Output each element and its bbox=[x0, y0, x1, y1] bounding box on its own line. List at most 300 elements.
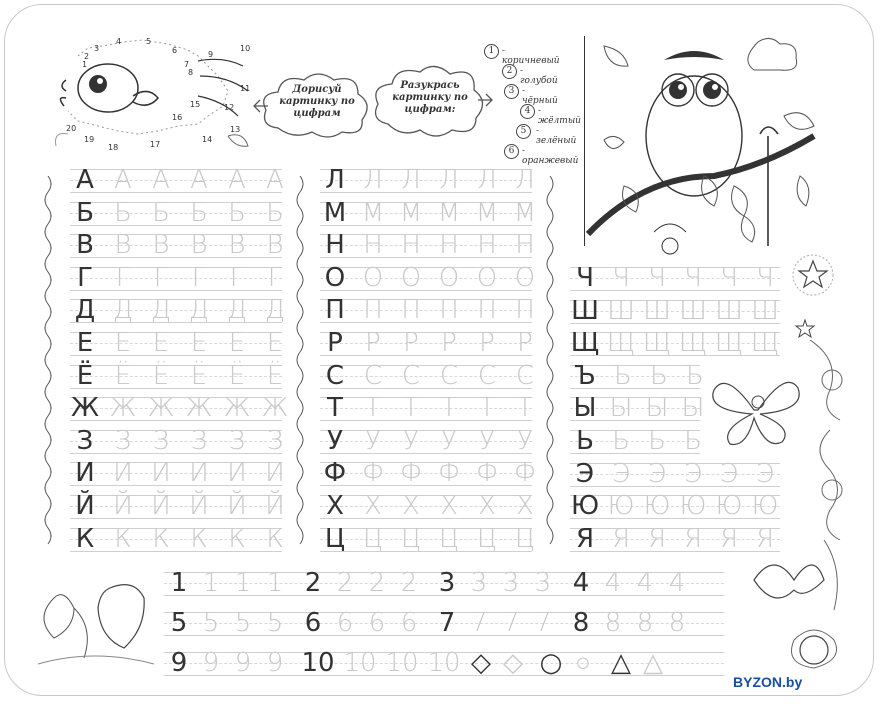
trace-glyph: В bbox=[228, 230, 246, 261]
trace-glyph: Б bbox=[152, 197, 170, 228]
trace-glyph: И bbox=[113, 458, 133, 489]
practice-row bbox=[570, 263, 780, 293]
trace-glyph: △ bbox=[643, 648, 663, 678]
trace-glyph: Э bbox=[755, 458, 775, 489]
trace-glyph: Щ bbox=[714, 328, 744, 359]
trace-glyph: Б bbox=[114, 197, 132, 228]
dot-number: 10 bbox=[240, 44, 251, 53]
trace-glyph: Щ bbox=[642, 328, 672, 359]
trace-glyph: Н bbox=[439, 230, 459, 261]
trace-glyph: Э bbox=[611, 458, 631, 489]
trace-glyph: Н bbox=[515, 230, 535, 261]
dot-number: 20 bbox=[66, 124, 77, 133]
practice-row bbox=[70, 524, 282, 554]
brand-watermark: BYZON.by bbox=[733, 674, 803, 690]
trace-glyph: П bbox=[477, 295, 497, 326]
example-glyph: ◇ bbox=[471, 648, 491, 678]
practice-row bbox=[320, 393, 532, 423]
trace-glyph: Ю bbox=[643, 491, 671, 522]
dot-number: 2 bbox=[84, 52, 90, 61]
trace-glyph: Х bbox=[478, 491, 496, 521]
practice-row bbox=[164, 608, 724, 638]
wavy-divider bbox=[294, 176, 306, 552]
trace-glyph: Ф bbox=[399, 458, 423, 489]
example-glyph: 6 bbox=[304, 608, 322, 638]
legend-number: 1 bbox=[484, 44, 499, 59]
trace-glyph: Д bbox=[226, 295, 248, 326]
example-glyph: Э bbox=[575, 458, 595, 489]
dot-number: 11 bbox=[240, 84, 251, 93]
dot-number: 9 bbox=[208, 50, 214, 59]
trace-glyph: Г bbox=[153, 262, 169, 293]
trace-glyph: Я bbox=[611, 523, 631, 554]
example-glyph: Ц bbox=[324, 523, 346, 554]
trace-glyph: Ш bbox=[679, 295, 707, 326]
trace-glyph: 8 bbox=[668, 608, 686, 638]
owl-coloring-picture bbox=[584, 36, 844, 280]
trace-glyph: ○ bbox=[575, 648, 591, 678]
trace-glyph: М bbox=[437, 197, 461, 228]
trace-glyph: Ц bbox=[476, 523, 498, 554]
trace-glyph: А bbox=[190, 165, 208, 195]
trace-glyph: Ш bbox=[751, 295, 779, 326]
practice-row bbox=[320, 197, 537, 228]
trace-glyph: 9 bbox=[202, 648, 220, 678]
trace-glyph: И bbox=[189, 458, 209, 489]
trace-glyph: Я bbox=[719, 523, 739, 554]
trace-glyph: Ц bbox=[362, 523, 384, 554]
example-glyph: △ bbox=[611, 648, 631, 678]
practice-row bbox=[70, 328, 282, 358]
trace-glyph: Е bbox=[190, 328, 208, 358]
trace-glyph: 7 bbox=[534, 608, 552, 638]
trace-glyph: С bbox=[477, 360, 497, 391]
trace-glyph: 6 bbox=[336, 608, 354, 638]
trace-glyph: В bbox=[266, 230, 284, 261]
trace-glyph: И bbox=[265, 458, 285, 489]
trace-glyph: В bbox=[190, 230, 208, 261]
legend-label: - жёлтый bbox=[538, 106, 581, 126]
trace-glyph: Ю bbox=[751, 491, 779, 522]
trace-glyph: А bbox=[152, 165, 170, 195]
trace-glyph: К bbox=[266, 523, 284, 554]
trace-glyph: Ж bbox=[185, 393, 213, 424]
trace-glyph: А bbox=[114, 165, 132, 195]
example-glyph: ○ bbox=[539, 648, 563, 678]
trace-glyph: О bbox=[476, 262, 498, 293]
trace-glyph: У bbox=[403, 425, 419, 456]
trace-glyph: Ю bbox=[679, 491, 707, 522]
caption-left: Дорисуй картинку по цифрам bbox=[279, 84, 355, 119]
trace-glyph: Г bbox=[267, 262, 283, 293]
trace-glyph: Ж bbox=[109, 393, 137, 424]
practice-row bbox=[70, 295, 286, 326]
trace-glyph: Ц bbox=[514, 523, 536, 554]
dot-number: 13 bbox=[230, 125, 241, 134]
practice-row bbox=[70, 458, 285, 489]
example-glyph: С bbox=[325, 360, 345, 391]
trace-glyph: 4 bbox=[636, 568, 654, 598]
trace-glyph: Ю bbox=[715, 491, 743, 522]
trace-glyph: Л bbox=[363, 165, 383, 195]
trace-glyph: 5 bbox=[266, 608, 284, 638]
trace-glyph: 3 bbox=[534, 568, 552, 598]
trace-glyph: Ж bbox=[147, 393, 175, 424]
example-glyph: А bbox=[76, 165, 94, 195]
trace-glyph: Б bbox=[190, 197, 208, 228]
trace-glyph: Ц bbox=[438, 523, 460, 554]
trace-glyph: Т bbox=[403, 393, 419, 424]
practice-row bbox=[70, 263, 282, 293]
dot-to-dot-fish bbox=[48, 36, 263, 156]
trace-glyph: 5 bbox=[234, 608, 252, 638]
practice-row bbox=[320, 295, 535, 326]
example-glyph: Ю bbox=[570, 491, 600, 522]
example-glyph: Е bbox=[76, 328, 94, 358]
trace-glyph: 4 bbox=[668, 568, 686, 598]
practice-row bbox=[320, 230, 535, 261]
legend-label: - голубой bbox=[520, 66, 558, 86]
trace-glyph: Р bbox=[365, 328, 381, 358]
example-glyph: Х bbox=[326, 491, 344, 521]
trace-glyph: О bbox=[400, 262, 422, 293]
dot-number: 8 bbox=[188, 68, 194, 77]
practice-row bbox=[570, 459, 780, 489]
trace-glyph: С bbox=[515, 360, 535, 391]
trace-glyph: Ъ bbox=[610, 360, 632, 391]
practice-row bbox=[320, 165, 535, 195]
example-glyph: Б bbox=[76, 197, 94, 228]
trace-glyph: Ы bbox=[681, 393, 705, 424]
trace-glyph: Е bbox=[152, 328, 170, 358]
trace-glyph: Б bbox=[266, 197, 284, 228]
example-glyph: 5 bbox=[170, 608, 188, 638]
trace-glyph: 4 bbox=[604, 568, 622, 598]
caption-right: Разукрась картинку по цифрам: bbox=[392, 80, 468, 115]
legend-label: - зелёный bbox=[536, 126, 577, 146]
trace-glyph: З bbox=[114, 425, 132, 456]
trace-glyph: Г bbox=[115, 262, 131, 293]
trace-glyph: 3 bbox=[502, 568, 520, 598]
trace-glyph: 10 bbox=[343, 648, 377, 678]
dot-number: 7 bbox=[184, 60, 190, 69]
trace-glyph: Ш bbox=[715, 295, 743, 326]
trace-glyph: У bbox=[479, 425, 495, 456]
dot-number: 5 bbox=[146, 37, 152, 46]
trace-glyph: 1 bbox=[202, 568, 220, 598]
trace-glyph: 7 bbox=[470, 608, 488, 638]
example-glyph: 1 bbox=[170, 568, 188, 598]
trace-glyph: Ы bbox=[609, 393, 633, 424]
example-glyph: П bbox=[325, 295, 345, 326]
dot-number: 16 bbox=[172, 113, 183, 122]
legend-number: 5 bbox=[516, 124, 531, 139]
example-glyph: 4 bbox=[572, 568, 590, 598]
trace-glyph: 1 bbox=[234, 568, 252, 598]
example-glyph: 3 bbox=[438, 568, 456, 598]
trace-glyph: Н bbox=[363, 230, 383, 261]
practice-row bbox=[320, 458, 537, 489]
trace-glyph: О bbox=[438, 262, 460, 293]
trace-glyph: А bbox=[228, 165, 246, 195]
trace-glyph: Х bbox=[364, 491, 382, 521]
trace-glyph: В bbox=[152, 230, 170, 261]
trace-glyph: Ь bbox=[612, 426, 630, 456]
trace-glyph: Т bbox=[479, 393, 495, 424]
trace-glyph: Ф bbox=[475, 458, 499, 489]
trace-glyph: Х bbox=[516, 491, 534, 521]
trace-glyph: К bbox=[114, 523, 132, 554]
trace-glyph: Н bbox=[401, 230, 421, 261]
wavy-divider bbox=[42, 176, 54, 552]
trace-glyph: 10 bbox=[427, 648, 461, 678]
trace-glyph: П bbox=[401, 295, 421, 326]
practice-row bbox=[570, 328, 780, 358]
trace-glyph: Ч bbox=[756, 263, 774, 293]
trace-glyph: К bbox=[190, 523, 208, 554]
example-glyph: К bbox=[75, 523, 95, 554]
trace-glyph: Г bbox=[229, 262, 245, 293]
example-glyph: И bbox=[75, 458, 95, 489]
trace-glyph: Д bbox=[112, 295, 134, 326]
trace-glyph: Ф bbox=[361, 458, 385, 489]
legend-number: 3 bbox=[504, 84, 519, 99]
trace-glyph: К bbox=[152, 523, 170, 554]
trace-glyph: 10 bbox=[385, 648, 419, 678]
example-glyph: О bbox=[324, 262, 346, 293]
practice-row bbox=[320, 360, 535, 391]
trace-glyph: А bbox=[266, 165, 284, 195]
trace-glyph: Ч bbox=[648, 263, 666, 293]
trace-glyph: Н bbox=[477, 230, 497, 261]
trace-glyph: Ё bbox=[266, 360, 284, 391]
example-glyph: Я bbox=[575, 523, 595, 554]
dot-number: 6 bbox=[172, 46, 178, 55]
trace-glyph: И bbox=[151, 458, 171, 489]
trace-glyph: Б bbox=[228, 197, 246, 228]
legend-number: 2 bbox=[502, 64, 517, 79]
trace-glyph: Е bbox=[114, 328, 132, 358]
trace-glyph: 9 bbox=[234, 648, 252, 678]
trace-glyph: Р bbox=[403, 328, 419, 358]
star-icon bbox=[794, 318, 816, 340]
star-icon bbox=[790, 252, 836, 298]
wavy-divider bbox=[544, 176, 556, 552]
trace-glyph: М bbox=[361, 197, 385, 228]
trace-glyph: Д bbox=[150, 295, 172, 326]
trace-glyph: Р bbox=[441, 328, 457, 358]
example-glyph: Т bbox=[327, 393, 343, 424]
dot-number: 14 bbox=[202, 135, 213, 144]
trace-glyph: З bbox=[152, 425, 170, 456]
trace-glyph: О bbox=[514, 262, 536, 293]
trace-glyph: Р bbox=[517, 328, 533, 358]
example-glyph: 8 bbox=[572, 608, 590, 638]
example-glyph: 10 bbox=[301, 648, 335, 678]
trace-glyph: И bbox=[227, 458, 247, 489]
trace-glyph: У bbox=[517, 425, 533, 456]
practice-row bbox=[320, 491, 532, 521]
trace-glyph: М bbox=[513, 197, 537, 228]
trace-glyph: Т bbox=[441, 393, 457, 424]
trace-glyph: 6 bbox=[368, 608, 386, 638]
practice-row bbox=[164, 568, 724, 598]
trace-glyph: У bbox=[441, 425, 457, 456]
dot-number: 12 bbox=[224, 103, 235, 112]
trace-glyph: Ъ bbox=[682, 360, 704, 391]
example-glyph: В bbox=[76, 230, 94, 261]
trace-glyph: З bbox=[228, 425, 246, 456]
example-glyph: Й bbox=[75, 491, 95, 521]
trace-glyph: Ь bbox=[648, 426, 666, 456]
practice-row bbox=[320, 426, 532, 456]
example-glyph: Щ bbox=[570, 328, 600, 359]
trace-glyph: Щ bbox=[750, 328, 780, 359]
trace-glyph: З bbox=[190, 425, 208, 456]
example-glyph: Д bbox=[74, 295, 96, 326]
practice-row bbox=[70, 361, 282, 391]
trace-glyph: Ъ bbox=[646, 360, 668, 391]
trace-glyph: В bbox=[114, 230, 132, 261]
trace-glyph: П bbox=[515, 295, 535, 326]
trace-glyph: Ж bbox=[223, 393, 251, 424]
trace-glyph: 2 bbox=[368, 568, 386, 598]
trace-glyph: Х bbox=[440, 491, 458, 521]
practice-row bbox=[570, 426, 700, 456]
example-glyph: Л bbox=[325, 165, 345, 195]
dot-number: 18 bbox=[108, 143, 119, 152]
dot-number: 3 bbox=[94, 44, 100, 53]
legend-label: - оранжевый bbox=[522, 146, 579, 166]
trace-glyph: Л bbox=[439, 165, 459, 195]
example-glyph: Ъ bbox=[574, 360, 596, 391]
trace-glyph: М bbox=[475, 197, 499, 228]
dot-number: 1 bbox=[82, 60, 88, 69]
practice-row bbox=[70, 426, 282, 456]
trace-glyph: С bbox=[401, 360, 421, 391]
trace-glyph: Ю bbox=[607, 491, 635, 522]
practice-row bbox=[570, 393, 705, 424]
example-glyph: 2 bbox=[304, 568, 322, 598]
trace-glyph: Й bbox=[227, 491, 247, 521]
example-glyph: Ч bbox=[576, 263, 594, 293]
trace-glyph: Ч bbox=[684, 263, 702, 293]
trace-glyph: С bbox=[363, 360, 383, 391]
trace-glyph: П bbox=[363, 295, 383, 326]
trace-glyph: Ц bbox=[400, 523, 422, 554]
trace-glyph: Я bbox=[647, 523, 667, 554]
example-glyph: Ы bbox=[573, 393, 597, 424]
legend-label: - коричневый bbox=[502, 46, 560, 66]
trace-glyph: Ы bbox=[645, 393, 669, 424]
practice-row bbox=[164, 648, 724, 678]
example-glyph: З bbox=[76, 425, 94, 456]
trace-glyph: Щ bbox=[606, 328, 636, 359]
trace-glyph: Ш bbox=[607, 295, 635, 326]
legend-label: - чёрный bbox=[522, 86, 558, 106]
trace-glyph: 2 bbox=[336, 568, 354, 598]
trace-glyph: Л bbox=[515, 165, 535, 195]
example-glyph: М bbox=[323, 197, 347, 228]
trace-glyph: 7 bbox=[502, 608, 520, 638]
trace-glyph: Ш bbox=[643, 295, 671, 326]
trace-glyph: Ё bbox=[228, 360, 246, 391]
practice-row bbox=[570, 360, 704, 391]
trace-glyph: 3 bbox=[470, 568, 488, 598]
trace-glyph: 5 bbox=[202, 608, 220, 638]
arrow-right-icon bbox=[476, 90, 496, 110]
practice-row bbox=[70, 491, 285, 521]
swirl-ornament bbox=[800, 340, 850, 540]
trace-glyph: Ф bbox=[437, 458, 461, 489]
trace-glyph: 2 bbox=[400, 568, 418, 598]
practice-row bbox=[70, 165, 282, 195]
trace-glyph: Е bbox=[266, 328, 284, 358]
trace-glyph: Т bbox=[365, 393, 381, 424]
trace-glyph: Т bbox=[517, 393, 533, 424]
dot-number: 4 bbox=[116, 37, 122, 46]
trace-glyph: Ё bbox=[152, 360, 170, 391]
trace-glyph: Э bbox=[647, 458, 667, 489]
trace-glyph: Д bbox=[188, 295, 210, 326]
trace-glyph: 6 bbox=[400, 608, 418, 638]
trace-glyph: Э bbox=[683, 458, 703, 489]
trace-glyph: Ф bbox=[513, 458, 537, 489]
trace-glyph: Ё bbox=[190, 360, 208, 391]
trace-glyph: Ь bbox=[684, 426, 702, 456]
strawberry-ornament bbox=[34, 568, 158, 668]
practice-row bbox=[70, 230, 282, 260]
example-glyph: У bbox=[327, 425, 343, 456]
trace-glyph: Й bbox=[265, 491, 285, 521]
example-glyph: Ж bbox=[70, 393, 99, 424]
example-glyph: 9 bbox=[170, 648, 188, 678]
practice-row bbox=[570, 491, 780, 521]
trace-glyph: 1 bbox=[266, 568, 284, 598]
trace-glyph: Й bbox=[113, 491, 133, 521]
example-glyph: Ь bbox=[576, 426, 594, 456]
trace-glyph: Я bbox=[755, 523, 775, 554]
trace-glyph: Д bbox=[264, 295, 286, 326]
trace-glyph: Р bbox=[479, 328, 495, 358]
example-glyph: Р bbox=[327, 328, 343, 358]
practice-row bbox=[70, 198, 282, 228]
trace-glyph: ◇ bbox=[503, 648, 523, 678]
legend-number: 4 bbox=[520, 104, 535, 119]
trace-glyph: Й bbox=[151, 491, 171, 521]
dot-number: 17 bbox=[150, 140, 161, 149]
trace-glyph: Ж bbox=[261, 393, 289, 424]
trace-glyph: Г bbox=[191, 262, 207, 293]
example-glyph: 7 bbox=[438, 608, 456, 638]
practice-row bbox=[570, 296, 780, 326]
trace-glyph: 8 bbox=[604, 608, 622, 638]
trace-glyph: Щ bbox=[678, 328, 708, 359]
trace-glyph: Ч bbox=[612, 263, 630, 293]
example-glyph: Ф bbox=[323, 458, 347, 489]
trace-glyph: Ч bbox=[720, 263, 738, 293]
trace-glyph: О bbox=[362, 262, 384, 293]
butterfly-icon bbox=[706, 370, 806, 450]
trace-glyph: Л bbox=[477, 165, 497, 195]
dot-number: 15 bbox=[190, 100, 201, 109]
trace-glyph: 9 bbox=[266, 648, 284, 678]
trace-glyph: Е bbox=[228, 328, 246, 358]
trace-glyph: Э bbox=[719, 458, 739, 489]
trace-glyph: Ё bbox=[114, 360, 132, 391]
legend-number: 6 bbox=[504, 144, 519, 159]
example-glyph: Н bbox=[325, 230, 345, 261]
